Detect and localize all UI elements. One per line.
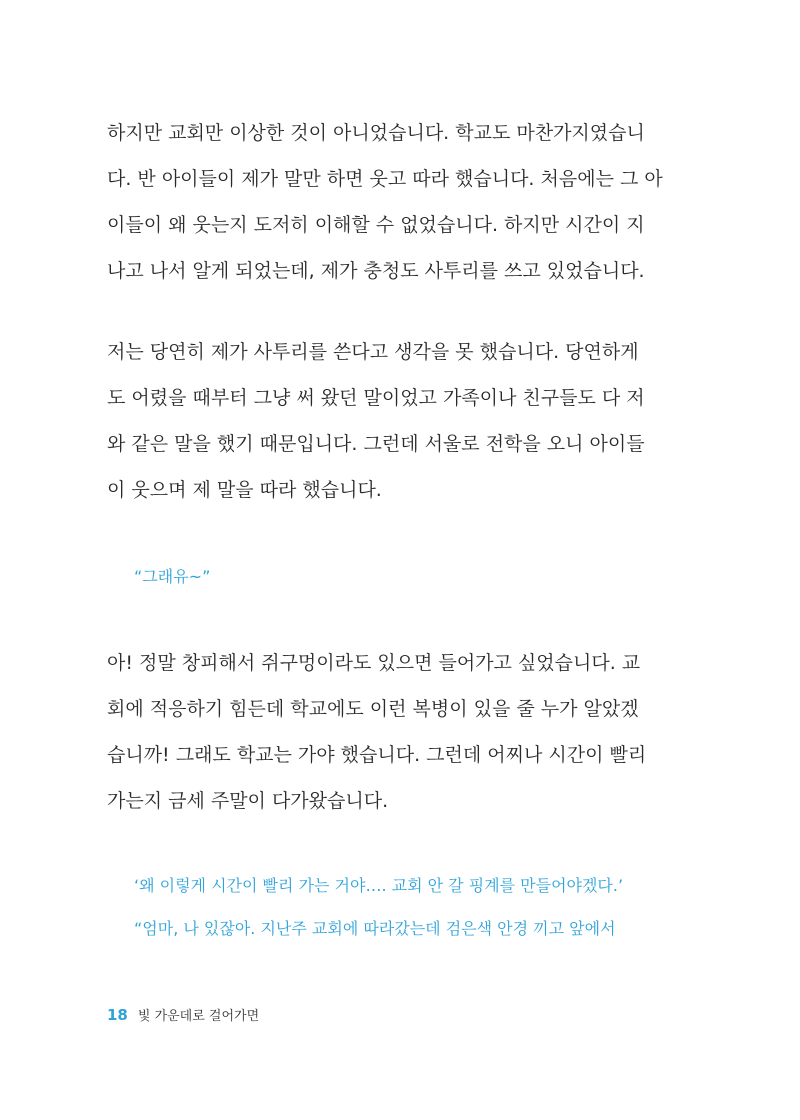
- thought-quote: ‘왜 이렇게 시간이 빨리 가는 거야…. 교회 안 갈 핑계를 만들어야겠다.’: [134, 876, 624, 895]
- paragraph-1: [107, 110, 667, 294]
- running-title: 빛 가운데로 걸어가면: [137, 1009, 260, 1024]
- paragraph-line: 저는 당연히 제가 사투리를 쓴다고 생각을 못 했습니다. 당연하게: [107, 341, 639, 363]
- paragraph-line: 회에 적응하기 힘든데 학교에도 이런 복병이 있을 줄 누가 알았겠: [107, 698, 639, 720]
- paragraph-line: 가는지 금세 주말이 다가왔습니다.: [107, 790, 389, 812]
- paragraph-line: 습니까! 그래도 학교는 가야 했습니다. 그런데 어찌나 시간이 빨리: [107, 744, 647, 766]
- paragraph-line: 이들이 왜 웃는지 도저히 이해할 수 없었습니다. 하지만 시간이 지: [107, 214, 645, 236]
- paragraph-line: 하지만 교회만 이상한 것이 아니었습니다. 학교도 마찬가지였습니: [107, 122, 645, 144]
- dialogue-quote: “엄마, 나 있잖아. 지난주 교회에 따라갔는데 검은색 안경 끼고 앞에서: [134, 919, 616, 938]
- paragraph-2: [107, 329, 667, 513]
- dialogue-quote: “그래유~”: [134, 567, 211, 586]
- paragraph-line: 와 같은 말을 했기 때문입니다. 그런데 서울로 전학을 오니 아이들: [107, 433, 645, 455]
- paragraph-line: 이 웃으며 제 말을 따라 했습니다.: [107, 479, 382, 501]
- paragraph-line: 다. 반 아이들이 제가 말만 하면 웃고 따라 했습니다. 처음에는 그 아: [107, 168, 663, 190]
- page-footer: [107, 1005, 259, 1024]
- paragraph-line: 나고 나서 알게 되었는데, 제가 충청도 사투리를 쓰고 있었습니다.: [107, 260, 645, 282]
- paragraph-line: 도 어렸을 때부터 그냥 써 왔던 말이었고 가족이나 친구들도 다 저: [107, 387, 645, 409]
- page-number: 18: [107, 1006, 128, 1024]
- paragraph-line: 아! 정말 창피해서 쥐구멍이라도 있으면 들어가고 싶었습니다. 교: [107, 652, 641, 674]
- paragraph-3: [107, 640, 667, 824]
